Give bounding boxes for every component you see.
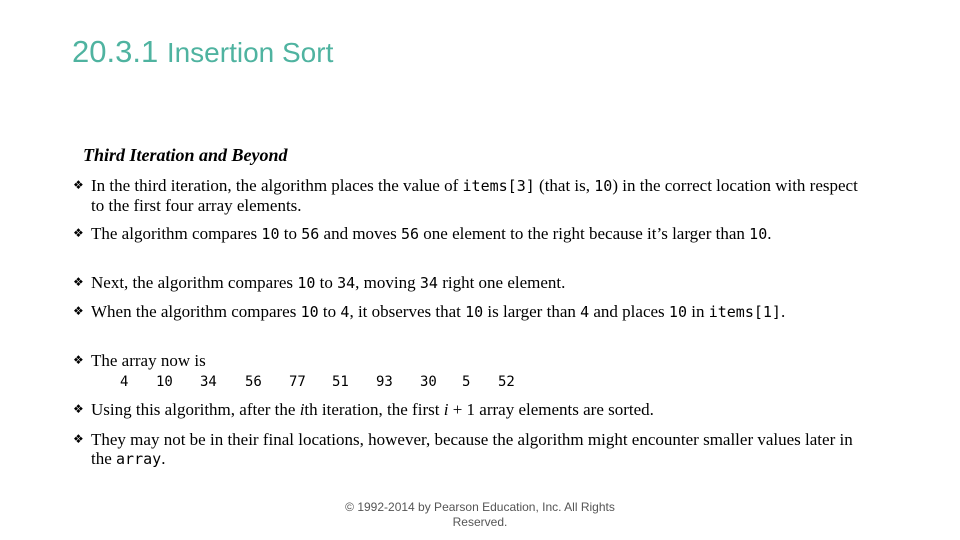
bullet-icon: ❖: [73, 304, 84, 318]
bullet-item: [73, 302, 873, 322]
section-number: 20.3.1: [72, 34, 159, 69]
bullet-icon: ❖: [73, 353, 84, 367]
bullet-icon: ❖: [73, 432, 84, 446]
array-value: 10: [156, 374, 173, 390]
bullet-item: [73, 224, 873, 244]
array-value: 51: [332, 374, 349, 390]
footer-line: © 1992-2014 by Pearson Education, Inc. All Rights: [345, 500, 615, 514]
footer-line: Reserved.: [452, 515, 508, 529]
bullet-text: Using this algorithm, after the ith iteration, the first i + 1 array elements are sorted.: [91, 400, 654, 419]
bullet-icon: ❖: [73, 226, 84, 240]
copyright-footer: [330, 500, 630, 530]
section-name: Insertion Sort: [166, 37, 334, 68]
array-value: 56: [245, 374, 262, 390]
bullet-icon: ❖: [73, 275, 84, 289]
array-value: 34: [200, 374, 217, 390]
bullet-text: When the algorithm compares 10 to 4, it observes that 10 is larger than 4 and places 10 in items[1].: [91, 302, 786, 321]
bullet-item: [73, 273, 873, 293]
bullet-item: [73, 176, 873, 215]
bullet-icon: ❖: [73, 178, 84, 192]
bullet-item: [73, 430, 873, 469]
bullet-item: [73, 400, 873, 419]
array-value: 93: [376, 374, 393, 390]
array-value: 52: [498, 374, 515, 390]
page-title: [72, 34, 333, 70]
bullet-text: Next, the algorithm compares 10 to 34, moving 34 right one element.: [91, 273, 566, 292]
bullet-text: The algorithm compares 10 to 56 and moves 56 one element to the right because it’s larger than 10.: [91, 224, 772, 243]
bullet-text: The array now is: [91, 351, 206, 370]
bullet-text: They may not be in their final locations, however, because the algorithm might encounter smaller values later in the array.: [91, 430, 853, 468]
bullet-icon: ❖: [73, 402, 84, 416]
section-heading: Third Iteration and Beyond: [83, 145, 288, 165]
array-value: 77: [289, 374, 306, 390]
bullet-item: [73, 351, 873, 370]
array-value: 4: [120, 374, 129, 390]
array-value: 30: [420, 374, 437, 390]
bullet-text: In the third iteration, the algorithm places the value of items[3] (that is, 10) in the correct location with respect to the first four array elements.: [91, 176, 858, 215]
array-value: 5: [462, 374, 471, 390]
